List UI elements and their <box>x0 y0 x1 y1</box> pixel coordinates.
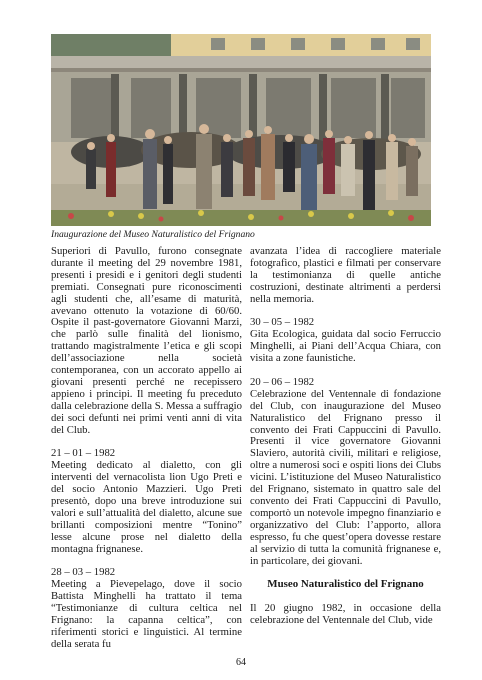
paragraph: Superiori di Pavullo, furono consegnate durante il meeting del 29 novembre 1981, presenti i presidi e i genitori degli studenti premiati. Consegnati pure riconoscimenti agli studenti che, all’esame di maturità, avevano ottenuto la votazione di 60/60. Ospite il past-governatore Giovanni Marzi, che parlò sulle finalità del lionismo, trattando magistralmente l’etica e gli scopi dell’associazione nella società contemporanea, con un accorato appello ai giovani presenti perché ne recepissero appieno i principi. Il meeting fu preceduto dalla celebrazione della S. Messa a suffragio dei soci defunti nei primi venti anni di vita del Club. <box>51 245 242 436</box>
photo-caption: Inaugurazione del Museo Naturalistico del Frignano <box>51 229 255 240</box>
paragraph: 20 – 06 – 1982 Celebrazione del Ventennale di fondazione del Club, con inaugurazione del Museo Naturalistico del Frignano presso il convento dei Frati Cappuccini di Pavullo. Presenti il vice governatore Giovanni Slaviero, autorità civili, militari e religiose, oltre a numerosi soci e ospiti lions dei Clubs vicini. L’istituzione del Museo Naturalistico del Frignano, sistemato in quattro sale del convento dei Frati Cappuccini di Pavullo, comportò un notevole impegno finanziario e organizzativo del Club: l’apporto, allora espresso, fu che quest’opera dovesse restare al servizio di tutta la comunità frignanese e, in particolare, dei giovani. <box>250 375 441 567</box>
section-heading: Museo Naturalistico del Frignano <box>267 578 424 591</box>
right-column <box>250 246 441 627</box>
paragraph: 30 – 05 – 1982 Gita Ecologica, guidata dal socio Ferruccio Minghelli, ai Piani dell’Acqua Chiara, con visita a zone faunistiche. <box>250 316 441 365</box>
paragraph: 21 – 01 – 1982 Meeting dedicato al dialetto, con gli interventi del vernacolista lion Ugo Preti e del socio Antonio Mazzieri. Ugo Preti presentò, dopo una breve introduzione sui valori e sull’attualità del dialetto, alcune sue brillanti composizioni mentre “Tonino” lesse alcune prose nel dialetto della montagna frignanese. <box>51 447 242 555</box>
left-column <box>51 246 242 651</box>
paragraph: 28 – 03 – 1982 Meeting a Pievepelago, dove il socio Battista Minghelli ha trattato il tema “Testimonianze di cultura celtica nel Frignano: la capanna celtica”, con riferimenti storici e linguistici. Al termine della serata fu <box>51 566 242 650</box>
paragraph: Il 20 giugno 1982, in occasione della celebrazione del Ventennale del Club, vide <box>250 602 441 627</box>
paragraph: avanzata l’idea di raccogliere materiale fotografico, plastici e filmati per conservare la testimonianza di quelle antiche costruzioni, destinate altrimenti a perdersi nella memoria. <box>250 245 441 305</box>
museum-inauguration-photo <box>51 34 431 226</box>
page-number: 64 <box>236 657 246 668</box>
